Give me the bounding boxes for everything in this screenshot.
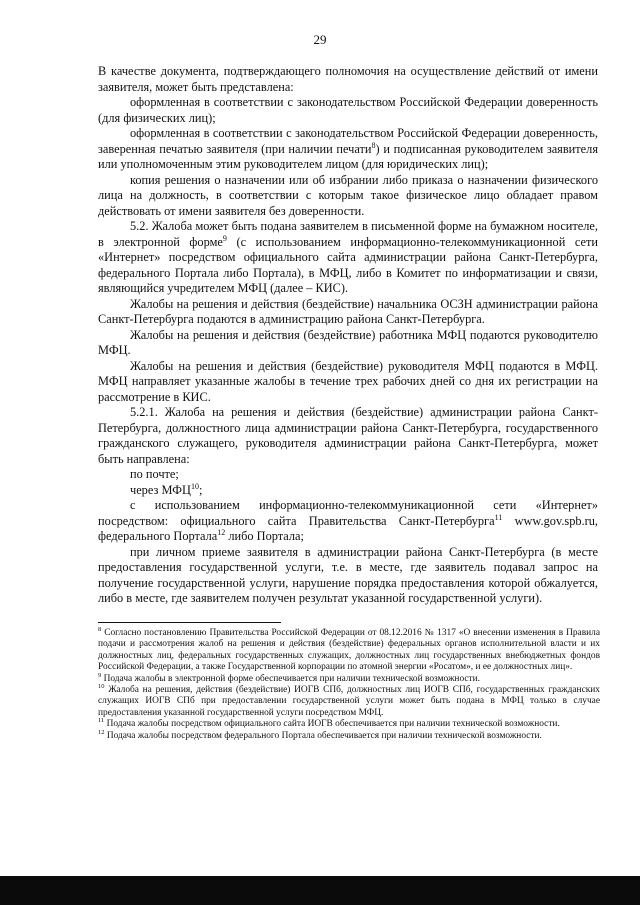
paragraph: оформленная в соответствии с законодательством Российской Федерации доверенность (для физических лиц);	[98, 95, 598, 125]
paragraph: 5.2.1. Жалоба на решения и действия (бездействие) администрации района Санкт-Петербурга, должностного лица администрации района Санкт-Петербурга, государственного гражданского служащего, руководителя администрации района Санкт-Петербурга, может быть направлена:	[98, 405, 598, 466]
scan-border	[0, 876, 640, 905]
footnote-ref[interactable]: 9	[222, 233, 227, 243]
paragraph: Жалобы на решения и действия (бездействие) руководителя МФЦ подаются в МФЦ. МФЦ направляет указанные жалобы в течение трех рабочих дней со дня их регистрации на рассмотрение в КИС.	[98, 358, 598, 404]
paragraph: копия решения о назначении или об избрании либо приказа о назначении физического лица на должность, в соответствии с которым такое физическое лицо обладает правом действовать от имени заявителя без доверенности.	[98, 172, 598, 218]
footnote: $^{11}$ Подача жалобы посредством официального сайта ИОГВ обеспечивается при наличии технической возможности.	[98, 717, 560, 730]
footnote: $^9$ Подача жалобы в электронной форме обеспечивается при наличии технической возможности.	[98, 671, 480, 684]
footnote: $^8$ Согласно постановлению Правительства Российской Федерации от 08.12.2016 № 1317 «О внесении изменения в Правила подачи и рассмотрения жалоб на решения и действия (бездействие) федеральных органов исполнительной власти и их должностных лиц, федеральных государственных служащих, должностных лиц государственных внебюджетных фондов Российской Федерации, а также Государственной корпорации по атомной энергии «Росатом», и ее должностных лиц».	[98, 626, 600, 673]
paragraph: Жалобы на решения и действия (бездействие) начальника ОСЗН администрации района Санкт-Петербурга подаются в администрацию района Санкт-Петербурга.	[98, 296, 598, 326]
footnote-number: 12	[98, 728, 105, 736]
paragraph: В качестве документа, подтверждающего полномочия на осуществление действий от имени заявителя, может быть представлена:	[98, 64, 598, 94]
footnotes	[98, 628, 600, 742]
footnote: $^{10}$ Жалоба на решения, действия (бездействие) ИОГВ СПб, должностных лиц ИОГВ СПб, государственных гражданских служащих ИОГВ СПб при предоставлении государственной услуги может быть подана в МФЦ только в случае предоставления указанной государственной услуги посредством МФЦ.	[98, 683, 600, 718]
footnote: $^{12}$ Подача жалобы посредством федерального Портала обеспечивается при наличии технической возможности.	[98, 728, 542, 741]
footnote-number: 9	[98, 671, 102, 679]
paragraph: с использованием информационно-телекоммуникационной сети «Интернет» посредством: официального сайта Правительства Санкт-Петербурга$^{11}$ www.gov.spb.ru, федерального Портала$^{12}$ либо Портала;	[98, 498, 599, 543]
footnote-number: 8	[98, 626, 102, 633]
paragraph: через МФЦ$^{10}$;	[130, 481, 203, 497]
paragraph: Жалобы на решения и действия (бездействие) работника МФЦ подаются руководителю МФЦ.	[98, 327, 598, 357]
paragraph: при личном приеме заявителя в администрации района Санкт-Петербурга (в месте предоставления государственной услуги, т.е. в месте, где заявитель подавал запрос на получение государственной услуги, нарушение порядка предоставления которой обжалуется, либо в месте, где заявителем получен результат указанной государственной услуги).	[98, 544, 598, 605]
footnote-number: 11	[98, 717, 105, 725]
footnote-ref[interactable]: 11	[494, 512, 503, 522]
footnote-ref[interactable]: 10	[190, 481, 199, 491]
footnote-divider	[98, 622, 281, 623]
footnote-ref[interactable]: 12	[217, 528, 226, 537]
body-text	[98, 64, 598, 607]
footnote-number: 10	[98, 683, 105, 691]
page-number: 29	[313, 32, 327, 47]
footnote-ref[interactable]: 8	[371, 140, 376, 150]
paragraph: по почте;	[130, 467, 179, 481]
paragraph: оформленная в соответствии с законодательством Российской Федерации доверенность, заверенная печатью заявителя (при наличии печати$^8$) и подписанная руководителем заявителя или уполномоченным этим руководителем лицом (для юридических лиц);	[98, 126, 598, 171]
paragraph: 5.2. Жалоба может быть подана заявителем в письменной форме на бумажном носителе, в электронной форме$^9$ (с использованием информационно-телекоммуникационной сети «Интернет» посредством официального сайта администрации района Санкт-Петербурга, федерального Портала либо Портала), в МФЦ, либо в Комитет по информатизации и связи, являющийся учредителем МФЦ (далее – КИС).	[98, 219, 598, 295]
